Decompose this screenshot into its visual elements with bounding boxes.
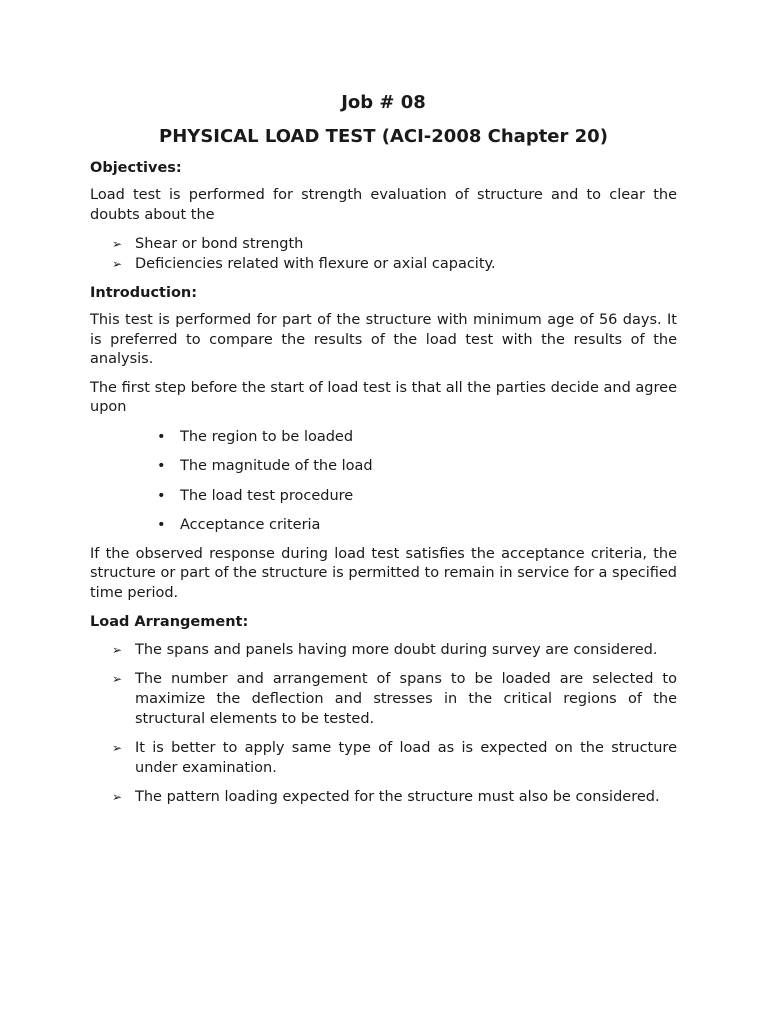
agreement-list (90, 427, 677, 536)
arrow-bullet-icon: ➢ (112, 790, 123, 804)
list-item-text: The spans and panels having more doubt during survey are considered. (135, 642, 658, 658)
list-item (90, 427, 677, 447)
objectives-list (90, 234, 677, 274)
bullet-icon: • (157, 428, 166, 445)
load-arrangement-heading: Load Arrangement: (90, 614, 249, 630)
bullet-icon: • (157, 458, 166, 474)
job-number: Job # 08 (341, 92, 426, 113)
document-body (90, 90, 677, 816)
list-item-text: The pattern loading expected for the structure must also be considered. (135, 789, 660, 805)
load-arrangement-list (90, 640, 677, 807)
list-item (90, 787, 677, 807)
objectives-intro: Load test is performed for strength evaluation of structure and to clear the doubts about the (90, 187, 677, 223)
arrow-bullet-icon: ➢ (112, 672, 123, 686)
list-item (90, 738, 677, 778)
list-item-text: It is better to apply same type of load as is expected on the structure under examination. (135, 740, 677, 776)
list-item-text: The region to be loaded (180, 428, 354, 445)
list-item-text: The number and arrangement of spans to be loaded are selected to maximize the deflection and stresses in the critical regions of the structural elements to be tested. (135, 671, 677, 727)
list-item (90, 234, 677, 254)
list-item-text: Acceptance criteria (180, 517, 321, 533)
arrow-bullet-icon: ➢ (112, 643, 123, 657)
introduction-para-3: If the observed response during load test satisfies the acceptance criteria, the structure or part of the structure is permitted to remain in service for a specified time period. (90, 545, 677, 601)
list-item-text: The magnitude of the load (180, 458, 373, 474)
list-item (90, 640, 677, 660)
list-item-text: The load test procedure (180, 487, 354, 504)
list-item-text: Deficiencies related with flexure or axial capacity. (135, 256, 496, 272)
list-item (90, 669, 677, 729)
introduction-heading: Introduction: (90, 285, 198, 301)
arrow-bullet-icon: ➢ (112, 741, 123, 755)
list-item (90, 254, 677, 274)
list-item (90, 515, 677, 535)
arrow-bullet-icon: ➢ (112, 257, 123, 271)
objectives-heading: Objectives: (90, 160, 182, 176)
bullet-icon: • (157, 517, 166, 533)
list-item (90, 486, 677, 506)
arrow-bullet-icon: ➢ (112, 237, 123, 251)
document-title: PHYSICAL LOAD TEST (ACI-2008 Chapter 20) (159, 126, 608, 147)
list-item (90, 456, 677, 476)
list-item-text: Shear or bond strength (135, 236, 304, 252)
bullet-icon: • (157, 487, 166, 504)
introduction-para-1: This test is performed for part of the structure with minimum age of 56 days. It is preferred to compare the results of the load test with the results of the analysis. (90, 312, 677, 367)
introduction-para-2: The first step before the start of load test is that all the parties decide and agree upon (90, 379, 677, 415)
